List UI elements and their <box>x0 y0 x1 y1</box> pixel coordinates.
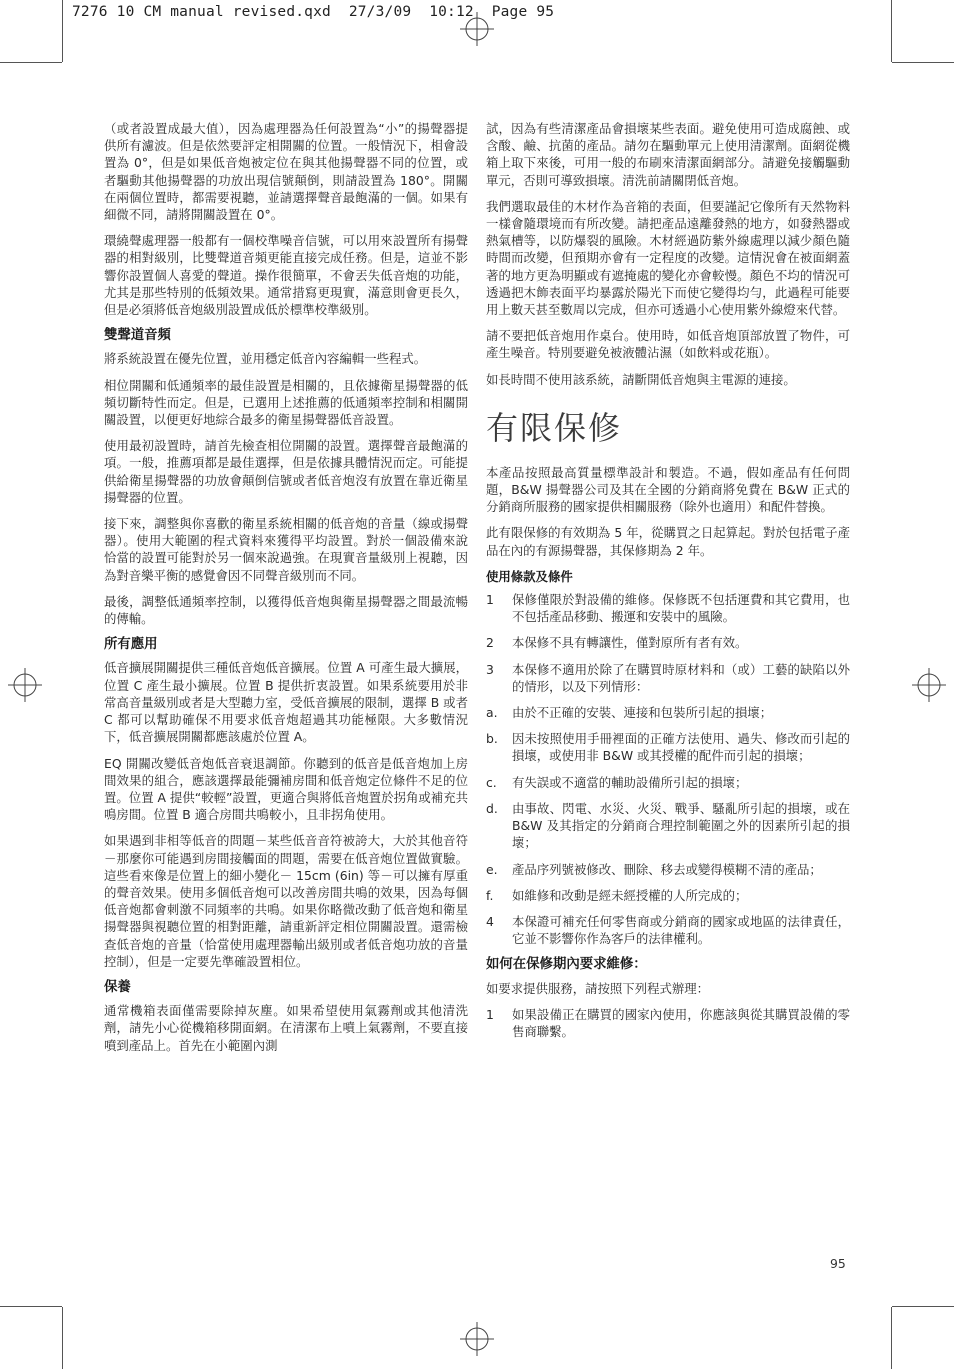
list-text: 由事故、閃電、水災、火災、戰爭、騷亂所引起的損壞，或在 B&W 及其指定的分銷商合理控制範圍之外的因素所引起的損壞； <box>512 800 850 851</box>
list-text: 有失誤或不適當的輔助設備所引起的損壞； <box>512 774 748 790</box>
registration-mark-icon <box>8 668 42 702</box>
paragraph: 我們選取最佳的木材作為音箱的表面，但要謹記它像所有天然物料一樣會隨環境而有所改變。請把產品遠離發熱的地方，如發熱器或熱氣槽等，以防爆裂的風險。木材經過防紫外線處理以減少顏色隨時間而改變，但預期亦會有一定程度的改變。這情況會在被面網蓋著的地方更為明顯或有遮掩處的變化亦會較慢。顏色不均的情況可透過把木飾表面平均暴露於陽光下而使它變得均勻，此過程可能要用上數天甚至數周以完成，但亦可透過小心使用紫外線燈來代替。 <box>486 198 850 318</box>
paragraph: 通常機箱表面僅需要除掉灰塵。如果希望使用氣霧劑或其他清洗劑，請先小心從機箱移開面網。在清潔布上噴上氣霧劑，不要直接噴到產品上。首先在小範圍內測 <box>104 1003 468 1053</box>
list-item <box>486 1006 850 1040</box>
crop-mark <box>892 62 954 63</box>
list-marker: b. <box>486 731 498 747</box>
paragraph: 如果遇到非相等低音的問題－某些低音音符被誇大，大於其他音符－那麼你可能遇到房間接觸面的問題，需要在低音炮位置做實驗。這些看來像是位置上的細小變化－ 15cm (6in) 等－可以擁有厚重的聲音效果。使用多個低音炮可以改善房間共鳴的效果，因為每個低音炮都會刺激不同頻率的共鳴。如果你略微改動了低音炮和衛星揚聲器與視聽位置的相對距離，請重新評定相位開關設置。還需檢查低音炮的音量（恰當使用處理器輸出級別或者低音炮功放的音量控制），但是一定要先準確設置相位。 <box>104 833 468 969</box>
list-item <box>486 591 850 625</box>
crop-mark <box>892 1306 954 1307</box>
paragraph: （或者設置成最大值），因為處理器為任何設置為“小”的揚聲器提供所有濾波。但是依然要評定相開關的位置。一般情況下，相會設置為 0°，但是如果低音炮被定位在與其他揚聲器不同的位置，或者驅動其他揚聲器的功放出現信號顛倒，則請設置為 180°。開關在兩個位置時，都需要視聽，並請選擇聲音最飽滿的一個。如果有細微不同，請將開關設置在 0°。 <box>104 121 468 223</box>
list-marker: 1 <box>486 592 494 608</box>
paragraph: 本產品按照最高質量標準設計和製造。不過，假如產品有任何問題，B&W 揚聲器公司及其在全國的分銷商將免費在 B&W 正式的分銷商所服務的國家提供相關服務（除外也適用）和配件替換。 <box>486 464 850 515</box>
paragraph: 如要求提供服務，請按照下列程式辦理： <box>486 980 710 996</box>
list-item <box>486 730 850 764</box>
warranty-title: 有限保修 <box>486 408 623 447</box>
registration-mark-icon <box>460 12 494 46</box>
list-marker: 4 <box>486 913 494 929</box>
paragraph: 環繞聲處理器一般都有一個校準噪音信號，可以用來設置所有揚聲器的相對級別，比雙聲道音頻更能直接完成任務。但是，這並不影響你設置個人喜愛的聲道。操作很簡單，不會丟失低音炮的功能，尤其是那些特別的低頻效果。通常措寫更現實，滿意則會更長久，但是必須將低音炮級別設置成低於標準校準級別。 <box>104 233 468 318</box>
paragraph: EQ 開關改變低音炮低音衰退調節。你聽到的低音是低音炮加上房間效果的組合，應該選擇最能彌補房間和低音炮定位條件不足的位置。位置 A 提供“較輕”設置，更適合與將低音炮置於拐角或補充共鳴房間。位置 B 適合房間共鳴較小，且非拐角使用。 <box>104 755 468 823</box>
section-heading-care: 保養 <box>104 979 131 995</box>
list-item <box>486 704 850 721</box>
section-heading-all-applications: 所有應用 <box>104 637 158 653</box>
paragraph: 請不要把低音炮用作桌台。使用時，如低音炮頂部放置了物件，可產生噪音。特別要避免被液體沾濕（如飲料或花瓶）。 <box>486 328 850 361</box>
paragraph: 此有限保修的有效期為 5 年，從購買之日起算起。對於包括電子產品在內的有源揚聲器，其保修期為 2 年。 <box>486 525 850 558</box>
list-marker: d. <box>486 800 498 816</box>
service-list <box>486 1006 850 1040</box>
list-marker: f. <box>486 887 494 903</box>
list-text: 保修僅限於對設備的維修。保修既不包括運費和其它費用，也不包括產品移動、搬運和安裝中的風險。 <box>512 592 850 625</box>
list-marker: e. <box>486 861 498 877</box>
list-marker: 3 <box>486 661 494 677</box>
crop-mark <box>891 0 892 62</box>
crop-mark <box>62 1307 63 1369</box>
section-heading-terms: 使用條款及條件 <box>486 568 573 584</box>
list-item <box>486 913 850 947</box>
paragraph: 將系統設置在優先位置，並用穩定低音內容編輯一些程式。 <box>104 351 427 367</box>
list-text: 如維修和改動是經未經授權的人所完成的； <box>512 887 748 903</box>
crop-mark <box>62 0 63 62</box>
list-text: 產品序列號被修改、刪除、移去或變得模糊不清的產品； <box>512 861 822 877</box>
terms-list <box>486 591 850 947</box>
list-text: 本保修不適用於除了在購買時原材料和（或）工藝的缺陷以外的情形，以及下列情形： <box>512 661 850 694</box>
paragraph: 如長時間不使用該系統，請斷開低音炮與主電源的連接。 <box>486 371 796 387</box>
list-text: 本保修不具有轉讓性，僅對原所有者有效。 <box>512 635 748 651</box>
list-item <box>486 861 850 878</box>
print-slug: 7276 10 CM manual revised.qxd 27/3/09 10:12 Page 95 <box>72 4 555 20</box>
paragraph: 最後，調整低通頻率控制，以獲得低音炮與衛星揚聲器之間最流暢的傳輸。 <box>104 593 468 627</box>
crop-mark <box>0 1306 62 1307</box>
right-column <box>486 120 850 1049</box>
paragraph: 接下來，調整與你喜歡的衛星系統相關的低音炮的音量（線或揚聲器）。使用大範圍的程式資料來獲得平均設置。對於一個設備來說恰當的設置可能對於另一個來說過強。在現實音量級別上視聽，因為對音樂平衡的感覺會因不同聲音級別而不同。 <box>104 516 468 583</box>
paragraph: 相位開關和低通頻率的最佳設置是相關的，且依據衛星揚聲器的低頻切斷特性而定。但是，已選用上述推薦的低通頻率控制和相關開關設置，以便更好地綜合最多的衛星揚聲器低音設置。 <box>104 377 468 428</box>
list-text: 本保證可補充任何零售商或分銷商的國家或地區的法律責任，它並不影響你作為客戶的法律權利。 <box>512 913 850 947</box>
section-heading-service: 如何在保修期內要求維修： <box>486 957 647 973</box>
list-marker: 2 <box>486 635 494 651</box>
list-marker: a. <box>486 705 498 721</box>
list-item <box>486 774 850 791</box>
list-item <box>486 634 850 651</box>
list-marker: 1 <box>486 1006 494 1022</box>
crop-mark <box>891 1307 892 1369</box>
list-text: 如果設備正在購買的國家內使用，你應該與從其購買設備的零售商聯繫。 <box>512 1006 850 1039</box>
registration-mark-icon <box>460 1322 494 1356</box>
list-item <box>486 887 850 904</box>
registration-mark-icon <box>912 668 946 702</box>
crop-mark <box>0 62 62 63</box>
list-item <box>486 800 850 852</box>
list-text: 由於不正確的安裝、連接和包裝所引起的損壞； <box>512 705 773 721</box>
paragraph: 使用最初設置時，請首先檢查相位開關的設置。選擇聲音最飽滿的項。一般，推薦項都是最佳選擇，但是依據具體情況而定。可能提供給衛星揚聲器的功放會顛倒信號或者低音炮沒有放置在靠近衛星揚聲器的位置。 <box>104 438 468 505</box>
paragraph: 試，因為有些清潔產品會損壞某些表面。避免使用可造成腐蝕、或含酸、鹼、抗菌的產品。請勿在驅動單元上使用清潔劑。面網從機箱上取下來後，可用一般的布刷來清潔面網部分。請避免接觸驅動單元，否則可導致損壞。清洗前請關閉低音炮。 <box>486 121 850 188</box>
list-marker: c. <box>486 774 497 790</box>
paragraph: 低音擴展開關提供三種低音炮低音擴展。位置 A 可產生最大擴展，位置 C 產生最小擴展。位置 B 提供折衷設置。如果系統要用於非常高音量級別或者是大型聽力室，受低音擴展的限制，選擇 B 或者 C 都可以幫助確保不用要求低音炮超過其功能極限。大多數情況下，低音擴展開關都應該處於位置 A。 <box>104 660 468 745</box>
page-number: 95 <box>830 1256 846 1271</box>
section-heading-stereo: 雙聲道音頻 <box>104 328 171 344</box>
list-text: 因未按照使用手冊裡面的正確方法使用、過失、修改而引起的損壞，或使用非 B&W 或其授權的配件而引起的損壞； <box>512 731 850 764</box>
list-item <box>486 661 850 695</box>
left-column <box>104 120 468 1063</box>
